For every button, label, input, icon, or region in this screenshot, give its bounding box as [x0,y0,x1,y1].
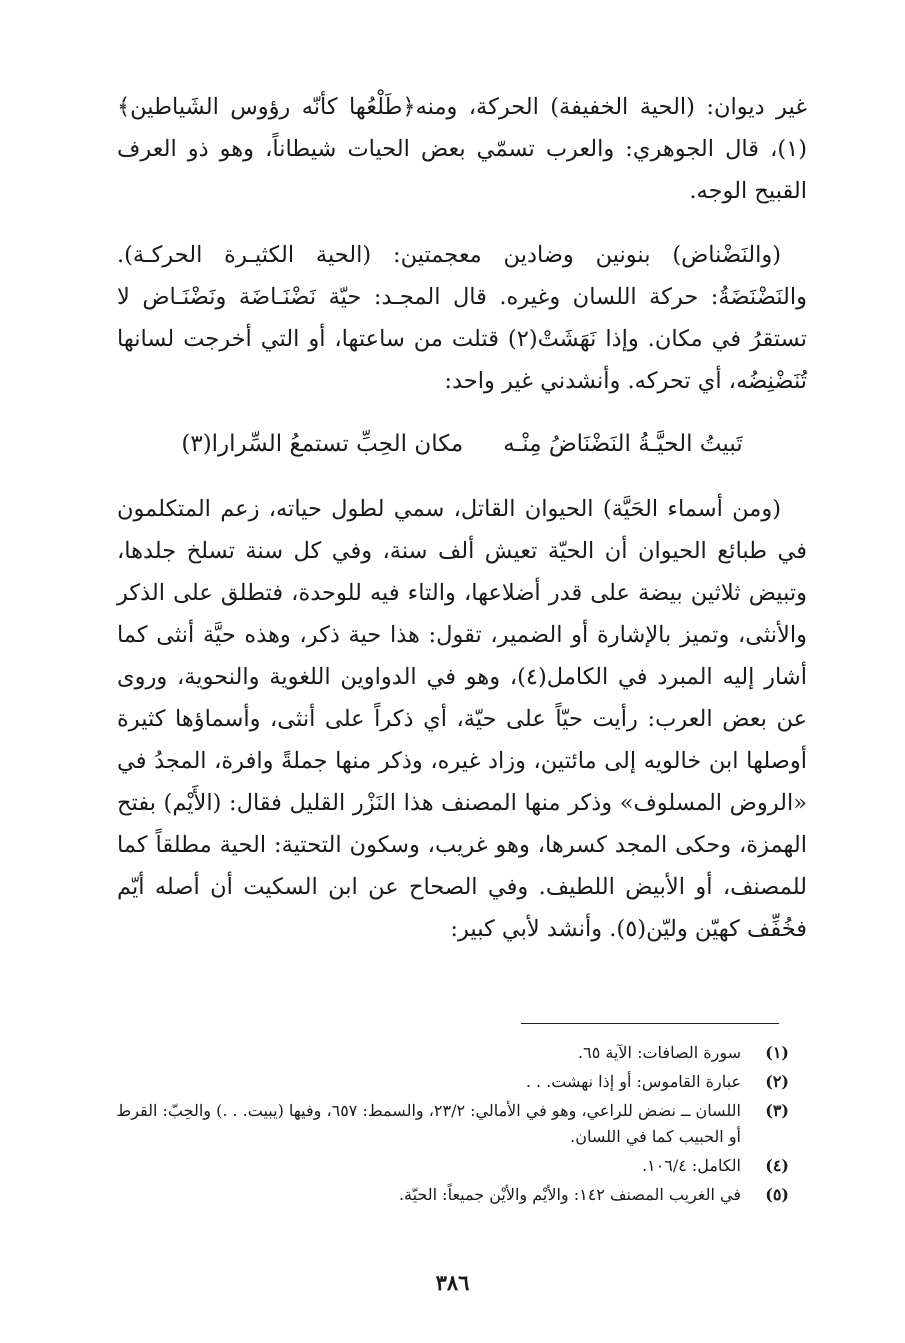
main-text [117,86,807,950]
footnote-item [109,1069,789,1095]
paragraph-2: (والنَضْناض) بنونين وضادين معجمتين: (الحية الكثيـرة الحركـة). والنَضْنَضَةُ: حركة اللسان وغيره. قال المجـد: حيّة نَضْنَـاضَة ونَضْنَـاض لا تستقرُ في مكان. وإذا نَهَشَتْ(٢) قتلت من ساعتها، أو التي أخرجت لسانها تُنَضْنِضُه، أي تحركه. وأنشدني غير واحد: [117,242,808,394]
footnote-item [109,1153,789,1179]
footnote-text: في الغريب المصنف ١٤٢: والأيْم والأيْن جميعاً: الحيّة. [398,1185,741,1204]
footnote-text: الكامل: ١٠٦/٤. [641,1156,741,1175]
footnote-number: (٥) [765,1185,789,1204]
paragraph-3: (ومن أسماء الحَيَّة) الحيوان القاتل، سمي لطول حياته، زعم المتكلمون في طبائع الحيوان أن الحيّة تعيش ألف سنة، وفي كل سنة تسلخ جلدها، وتبيض ثلاثين بيضة على قدر أضلاعها، والتاء فيه للوحدة، فتطلق على الذكر والأنثى، وتميز بالإشارة أو الضمير، تقول: هذا حية ذكر، وهذه حيَّة أنثى كما أشار إليه المبرد في الكامل(٤)، وهو في الدواوين اللغوية والنحوية، وروى عن بعض العرب: رأيت حيّاً على حيّة، أي ذكراً على أنثى، وأسماؤها كثيرة أوصلها ابن خالويه إلى مائتين، وزاد غيره، وذكر منها جملةً وافرة، المجدُ في «الروض المسلوف» وذكر منها المصنف هذا النَزْر القليل فقال: (الأَيْم) بفتح الهمزة، وحكى المجد كسرها، وهو غريب، وسكون التحتية: الحية مطلقاً كما للمصنف، أو الأبيض اللطيف. وفي الصحاح عن ابن السكيت أن أصله أيّم فخُفِّف كهيّن وليّن(٥). وأنشد لأبي كبير: [117,496,808,942]
footnote-number: (٤) [765,1156,789,1175]
footnote-item [109,1182,789,1208]
footnote-text: عبارة القاموس: أو إذا نهشت. . . [525,1072,741,1091]
footnote-number: (٣) [765,1101,789,1120]
footnote-text: سورة الصافات: الآية ٦٥. [578,1043,741,1062]
page-number: ٣٨٦ [435,1270,470,1295]
verse-first-hemistich: تَبيتُ الحيَّـةُ النَضْنَاضُ مِنْـه [503,431,743,457]
footnote-item [109,1040,789,1066]
poetry-verse [117,424,807,464]
footnote-divider [521,1023,779,1024]
footnote-item [109,1098,789,1150]
footnote-text: اللسان ــ نضض للراعي، وهو في الأمالي: ٢٣/٢، والسمط: ٦٥٧، وفيها (يبيت. . .) والحِبّ: القرط أو الحبيب كما في اللسان. [116,1101,741,1146]
footnote-number: (١) [765,1043,789,1062]
footnotes [109,1040,789,1211]
paragraph-1: غير ديوان: (الحية الخفيفة) الحركة، ومنه﴿طَلْعُها كأنّه رؤوس الشَياطين﴾(١)، قال الجوهري: والعرب تسمّي بعض الحيات شيطاناً، وهو ذو العرف القبيح الوجه. [117,94,807,204]
footnote-number: (٢) [765,1072,789,1091]
verse-second-hemistich: مكان الحِبِّ تستمعُ السِّرارا(٣) [181,431,464,457]
